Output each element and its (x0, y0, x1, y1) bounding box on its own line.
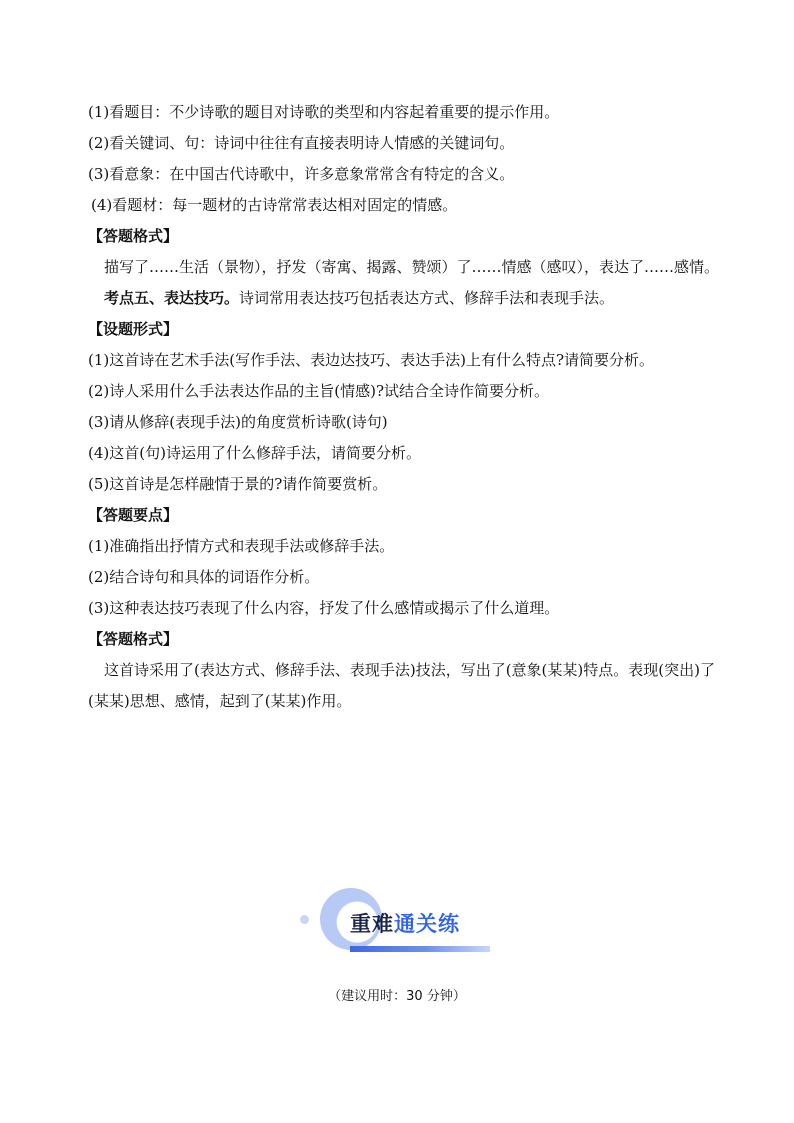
section-point-5-title: 考点五、表达技巧。 (104, 289, 240, 307)
section-point-5 (88, 283, 728, 314)
answer-format-paragraph-2: 这首诗采用了(表达方式、修辞手法、表现手法)技法，写出了(意象(某某)特点。表现(突出)了(某某)思想、感情，起到了(某某)作用。 (88, 661, 715, 710)
banner-title (350, 908, 460, 938)
practice-section-banner (300, 888, 500, 958)
banner-dot-decoration (300, 915, 309, 924)
section-point-5-text: 诗词常用表达技巧包括表达方式、修辞手法和表现手法。 (239, 289, 615, 307)
suggested-time-note: （建议用时：30 分钟） (328, 989, 466, 1004)
heading-question-forms: 【设题形式】 (88, 320, 179, 338)
question-form-4: (4)这首(句)诗运用了什么修辞手法，请简要分析。 (88, 444, 421, 462)
banner-title-part1: 重难 (350, 912, 394, 936)
answer-point-2: (2)结合诗句和具体的词语作分析。 (88, 568, 320, 586)
banner-underline-bar (350, 946, 490, 952)
method-item-1: (1)看题目：不少诗歌的题目对诗歌的类型和内容起着重要的提示作用。 (88, 103, 560, 121)
question-form-5: (5)这首诗是怎样融情于景的?请作简要赏析。 (88, 475, 388, 493)
method-item-2: (2)看关键词、句：诗词中往往有直接表明诗人情感的关键词句。 (88, 134, 515, 152)
banner-title-part2: 通关练 (394, 912, 460, 936)
question-form-2: (2)诗人采用什么手法表达作品的主旨(情感)?试结合全诗作简要分析。 (88, 382, 549, 400)
question-form-1: (1)这首诗在艺术手法(写作手法、表边达技巧、表达手法)上有什么特点?请简要分析。 (88, 351, 654, 369)
document-body (88, 97, 728, 717)
heading-answer-format-2: 【答题格式】 (88, 630, 179, 648)
answer-point-3: (3)这种表达技巧表现了什么内容，抒发了什么感情或揭示了什么道理。 (88, 599, 560, 617)
method-item-3: (3)看意象：在中国古代诗歌中，许多意象常常含有特定的含义。 (88, 165, 515, 183)
answer-format-paragraph-1: 描写了……生活（景物），抒发（寄寓、揭露、赞颂）了……情感（感叹），表达了……感情。 (104, 258, 720, 276)
answer-point-1: (1)准确指出抒情方式和表现手法或修辞手法。 (88, 537, 395, 555)
question-form-3: (3)请从修辞(表现手法)的角度赏析诗歌(诗句) (88, 413, 388, 431)
heading-answer-points: 【答题要点】 (88, 506, 179, 524)
method-item-4: (4)看题材：每一题材的古诗常常表达相对固定的情感。 (91, 196, 458, 214)
heading-answer-format-1: 【答题格式】 (88, 227, 179, 245)
